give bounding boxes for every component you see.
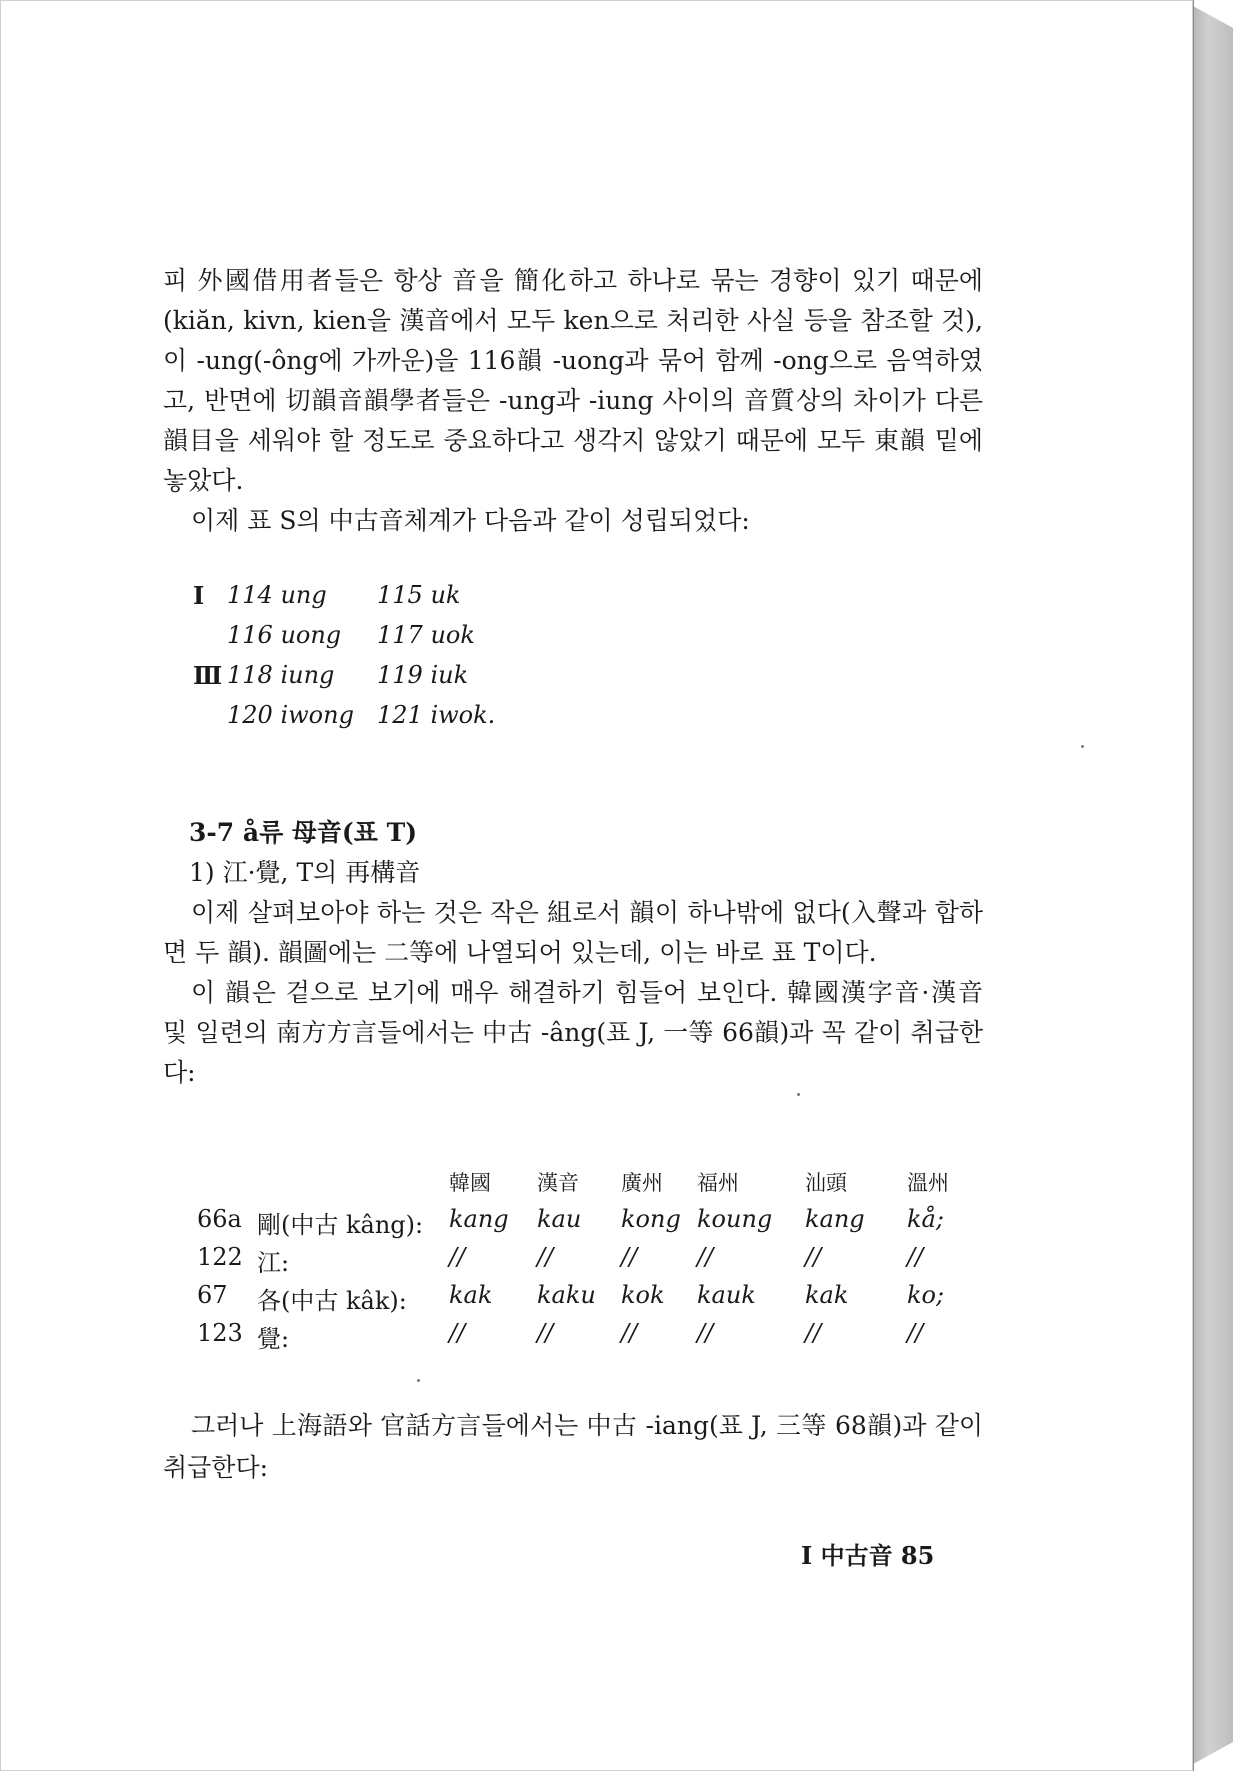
table-cell: // — [449, 1243, 466, 1271]
table-cell: koung — [697, 1205, 773, 1233]
rhyme-list — [193, 575, 527, 735]
list-item — [193, 575, 527, 615]
scan-speck — [797, 1093, 800, 1096]
table-cell: // — [449, 1319, 466, 1347]
table-cell: kå; — [907, 1205, 944, 1233]
list-item — [193, 615, 527, 655]
row-number: 67 — [197, 1281, 228, 1309]
table-cell: // — [697, 1243, 714, 1271]
body-text-top — [163, 261, 983, 541]
paragraph: 그러나 上海語와 官話方言들에서는 中古 -iang(표 J, 三等 68韻)과 같이 취급한다: — [163, 1411, 983, 1482]
rhyme-entry: 120 iwong — [227, 701, 354, 729]
table-row — [197, 1205, 987, 1243]
page-footer: I 中古音 85 — [801, 1541, 935, 1570]
rhyme-entry: 118 iung — [227, 661, 335, 689]
table-cell: kok — [621, 1281, 665, 1309]
paragraph: 이제 표 S의 中古音체계가 다음과 같이 성립되었다: — [191, 506, 750, 535]
rhyme-entry: 119 iuk — [377, 661, 469, 689]
table-cell: kaku — [537, 1281, 596, 1309]
table-row — [197, 1281, 987, 1319]
table-cell: // — [537, 1243, 554, 1271]
body-text-mid — [163, 893, 983, 1093]
rhyme-entry: 121 iwok. — [377, 701, 496, 729]
row-label: 覺: — [257, 1325, 290, 1353]
row-label: 剛(中古 kâng): — [257, 1211, 424, 1239]
table-cell: kang — [449, 1205, 509, 1233]
rhyme-entry: 117 uok — [377, 621, 475, 649]
subsection-heading: 1) 江·覺, T의 再構音 — [189, 858, 421, 887]
column-header: 廣州 — [621, 1171, 663, 1195]
table-row — [197, 1319, 987, 1357]
scan-speck — [417, 1379, 420, 1382]
row-number: 122 — [197, 1243, 243, 1271]
table-cell: kauk — [697, 1281, 756, 1309]
division-mark: I — [193, 580, 205, 610]
table-header-row — [197, 1167, 987, 1205]
table-cell: ko; — [907, 1281, 945, 1309]
paragraph: 피 外國借用者들은 항상 音을 簡化하고 하나로 묶는 경향이 있기 때문에(kiăn, kivn, kien을 漢音에서 모두 ken으로 처리한 사실 등을 참조할 것), 이 -ung(-ông에 가까운)을 116韻 -uong과 묶어 함께 -ong으로 음역하였고, 반면에 切韻音韻學者들은 -ung과 -iung 사이의 音質상의 차이가 다른 韻目을 세워야 할 정도로 중요하다고 생각지 않았기 때문에 모두 東韻 밑에 놓았다. — [163, 266, 983, 495]
body-text-bottom — [163, 1405, 983, 1489]
table-cell: kang — [805, 1205, 865, 1233]
table-cell: kak — [449, 1281, 493, 1309]
row-label: 江: — [257, 1249, 290, 1277]
table-cell: kak — [805, 1281, 849, 1309]
column-header: 漢音 — [537, 1171, 579, 1195]
page-edge-shadow — [1193, 6, 1233, 1764]
scan-speck — [1081, 745, 1084, 748]
rhyme-entry: 114 ung — [227, 581, 327, 609]
table-cell: kau — [537, 1205, 582, 1233]
rhyme-entry: 116 uong — [227, 621, 342, 649]
section-heading: 3-7 å류 母音(표 T) — [189, 818, 418, 847]
table-cell: // — [907, 1243, 924, 1271]
page-edge-line — [1193, 0, 1194, 1771]
row-number: 123 — [197, 1319, 243, 1347]
paragraph: 이 韻은 겉으로 보기에 매우 해결하기 힘들어 보인다. 韓國漢字音·漢音 및 일련의 南方方言들에서는 中古 -âng(표 J, 一等 66韻)과 꼭 같이 취급한다: — [163, 978, 983, 1087]
table-cell: // — [621, 1319, 638, 1347]
column-header: 溫州 — [907, 1171, 949, 1195]
column-header: 福州 — [697, 1171, 739, 1195]
table-cell: // — [805, 1243, 822, 1271]
table-cell: // — [907, 1319, 924, 1347]
column-header: 汕頭 — [805, 1171, 847, 1195]
dialect-table — [197, 1167, 987, 1357]
row-label: 各(中古 kâk): — [257, 1287, 407, 1315]
rhyme-entry: 115 uk — [377, 581, 461, 609]
table-cell: // — [537, 1319, 554, 1347]
division-mark: Ⅲ — [193, 660, 223, 690]
column-header: 韓國 — [449, 1171, 491, 1195]
paragraph: 이제 살펴보아야 하는 것은 작은 組로서 韻이 하나밖에 없다(入聲과 합하면 두 韻). 韻圖에는 二等에 나열되어 있는데, 이는 바로 표 T이다. — [163, 898, 983, 967]
list-item — [193, 695, 527, 735]
table-cell: // — [805, 1319, 822, 1347]
table-cell: kong — [621, 1205, 681, 1233]
table-row — [197, 1243, 987, 1281]
table-cell: // — [697, 1319, 714, 1347]
list-item — [193, 655, 527, 695]
row-number: 66a — [197, 1205, 242, 1233]
table-cell: // — [621, 1243, 638, 1271]
